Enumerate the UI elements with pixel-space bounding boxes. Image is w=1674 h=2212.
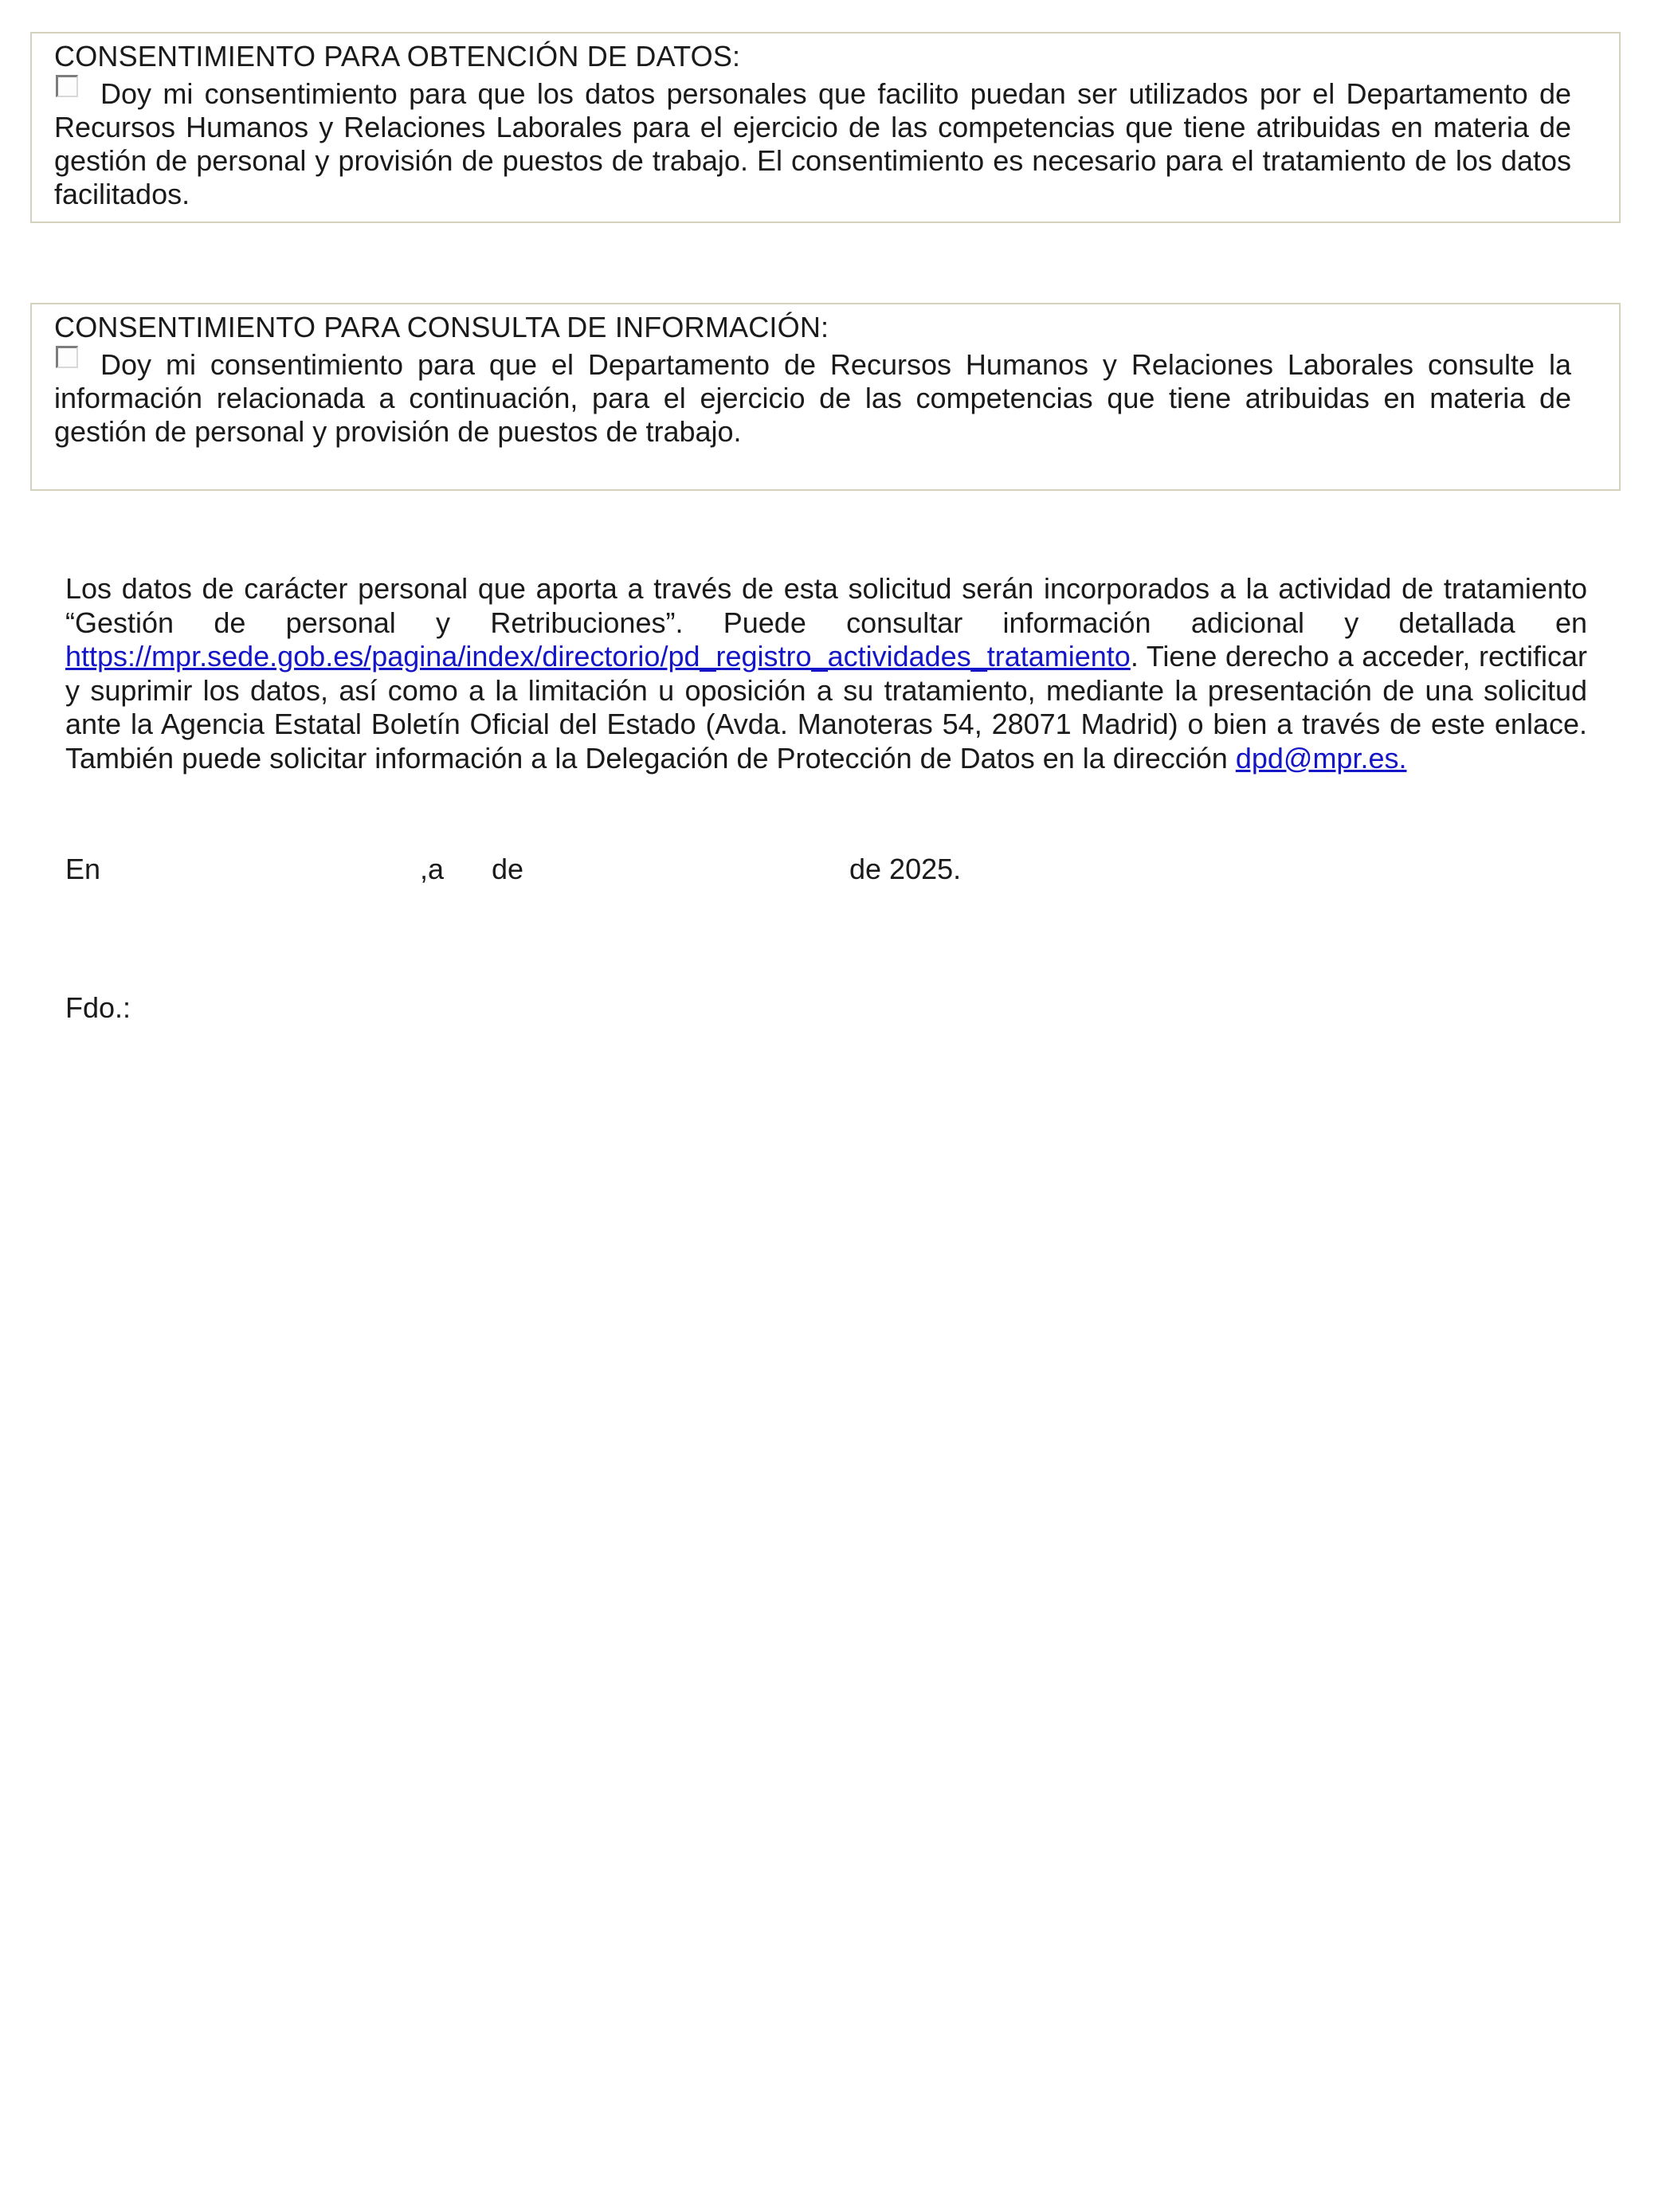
consent-obtain-paragraph xyxy=(54,75,1571,211)
privacy-text-intro: Los datos de carácter personal que aporta a través de esta solicitud serán incorporados a la actividad de tratamiento “Gestión de personal y Retribuciones”. Puede consultar información adicional y detallada en xyxy=(65,572,1587,639)
consent-consult-checkbox[interactable] xyxy=(56,346,78,368)
consent-obtain-section xyxy=(30,32,1621,223)
consent-obtain-checkbox[interactable] xyxy=(56,75,78,97)
date-line xyxy=(0,849,1674,889)
consent-obtain-text: Doy mi consentimiento para que los datos personales que facilito puedan ser utilizados por el Departamento de Recursos Humanos y Relaciones Laborales para el ejercicio de las competencias que tiene atribuidas en materia de gestión de personal y provisión de puestos de trabajo. El consentimiento es necesario para el tratamiento de los datos facilitados. xyxy=(54,77,1571,210)
privacy-text-rights: . Tiene derecho a acceder, rectificar y suprimir los datos, así como a la limitación u oposición a su tratamiento, mediante la presentación de una solicitud ante la Agencia Estatal Boletín Oficial del Estado (Avda. Manoteras 54, 28071 Madrid) o bien a través de este enlace. También puede solicitar información a la Delegación de Protección de Datos en la dirección xyxy=(65,640,1587,775)
date-place-label: En xyxy=(65,853,101,885)
date-day-label: ,a xyxy=(420,853,445,885)
privacy-notice xyxy=(65,572,1587,775)
date-year-label: de 2025. xyxy=(849,853,962,885)
dpd-email-link[interactable]: dpd@mpr.es. xyxy=(1235,741,1407,775)
consent-consult-text: Doy mi consentimiento para que el Departamento de Recursos Humanos y Relaciones Laborales consulte la información relacionada a continuación, para el ejercicio de las competencias que tiene atribuidas en materia de gestión de personal y provisión de puestos de trabajo. xyxy=(54,348,1571,448)
consent-consult-title: CONSENTIMIENTO PARA CONSULTA DE INFORMACIÓN: xyxy=(54,311,829,343)
date-month-label: de xyxy=(492,853,524,885)
signature-label: Fdo.: xyxy=(65,991,131,1024)
consent-obtain-title: CONSENTIMIENTO PARA OBTENCIÓN DE DATOS: xyxy=(54,40,741,73)
consent-consult-paragraph xyxy=(54,346,1571,449)
consent-consult-section xyxy=(30,303,1621,491)
privacy-registry-link[interactable]: https://mpr.sede.gob.es/pagina/index/directorio/pd_registro_actividades_tratamiento xyxy=(65,640,1131,673)
